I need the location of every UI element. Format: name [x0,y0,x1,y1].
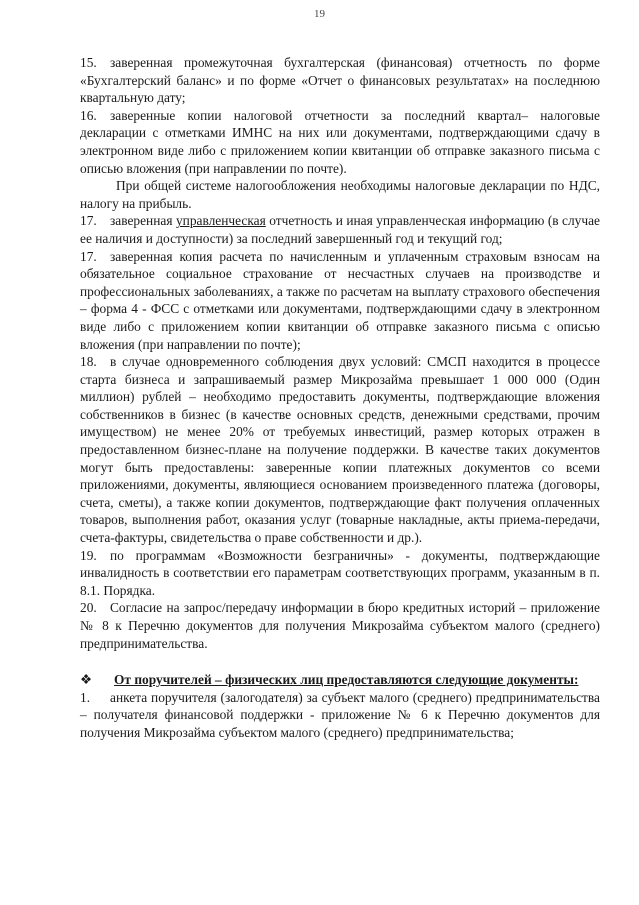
diamond-bullet-icon: ❖ [80,672,93,688]
item-number: 18. [80,354,97,370]
item-text: в случае одновременного соблюдения двух условий: СМСП находится в процессе старта бизнеса и запрашиваемый размер Микрозайма превышает 1 000 000 (Один миллион) рублей – необходимо предоставить документы, подтверждающие вложения собственников в бизнес (в качестве основных средств, денежными средствами, прочим имуществом) не менее 20% от требуемых инвестиций, размер которых отражен в предоставленном бизнес-плане на получение поддержки. В качестве таких документов могут быть предоставлены: заверенные копии платежных документов со всеми приложениями, документы, являющиеся основанием произведенного платежа (договоры, счета, сметы), а также копии документов, подтверждающие факт получения оплаченных товаров, выполнения работ, оказания услуг (товарные накладные, акты приема-передачи, счета-фактуры, свидетельства о праве собственности и др.). [80,354,600,546]
item-number: 17. [80,248,97,264]
item-text-underlined: управленческая [175,213,266,229]
item-text: Согласие на запрос/передачу информации в бюро кредитных историй – приложение № 8 к Перечню документов для получения Микрозайма субъектом малого (среднего) предпринимательства. [80,600,600,651]
item-number: 20. [80,600,97,616]
section-heading [80,671,600,689]
item-text-pre: заверенная [110,213,176,229]
list-item-20 [80,599,600,652]
section-spacer [80,652,600,671]
item-number: 19. [80,547,97,563]
item-text-post: отчетность и иная управленческая информацию (в случае ее наличия и доступности) за последний завершенный год и текущий год; [80,213,601,246]
item-number: 17. [80,213,97,229]
item-text: заверенная копия расчета по начисленным и уплаченным страховым взносам на обязательное социальное страхование от несчастных случаев на производстве и профессиональных заболеваниях, а также по расчетам на выплату страхового обеспечения – форма 4 - ФСС с отметками или документами, подтверждающими сдачу в электронном виде либо с приложением копии квитанции об отправке заказного письма с описью вложения (при направлении по почте); [80,248,600,352]
list-item-15 [80,54,600,107]
item-number: 15. [80,55,97,70]
list-item-18 [80,353,600,547]
item-text: заверенная промежуточная бухгалтерская (финансовая) отчетность по форме «Бухгалтерский баланс» и по форме «Отчет о финансовых результатах» на последнюю квартальную дату; [80,55,600,106]
list-item-17-management [80,212,600,247]
list-item-19 [80,547,600,600]
item-text: заверенные копии налоговой отчетности за последний квартал– налоговые декларации с отметками ИМНС на них или документами, подтверждающими сдачу в электронном виде либо с приложением копии квитанции об отправке заказного письма с описью вложения (при направлении по почте). [80,107,600,176]
tax-note: При общей системе налогообложения необходимы налоговые декларации по НДС, налогу на прибыль. [80,178,600,211]
item-text: анкета поручителя (залогодателя) за субъект малого (среднего) предпринимательства – получателя финансовой поддержки - приложение № 6 к Перечню документов для получения Микрозайма субъектом малого (среднего) предпринимательства; [80,689,600,740]
section-heading-text: От поручителей – физических лиц предоставляются следующие документы: [114,672,579,688]
list-item-17-insurance [80,248,600,354]
item-text: по программам «Возможности безграничны» - документы, подтверждающие инвалидность в соответствии его параметрам соответствующих программ, указанным в п. 8.1. Порядка. [80,547,600,598]
document-body [80,54,600,742]
item-number: 1. [80,689,91,705]
page-number: 19 [314,8,325,20]
item-number: 16. [80,107,97,123]
guarantor-item-1 [80,689,600,742]
list-item-16 [80,107,600,177]
